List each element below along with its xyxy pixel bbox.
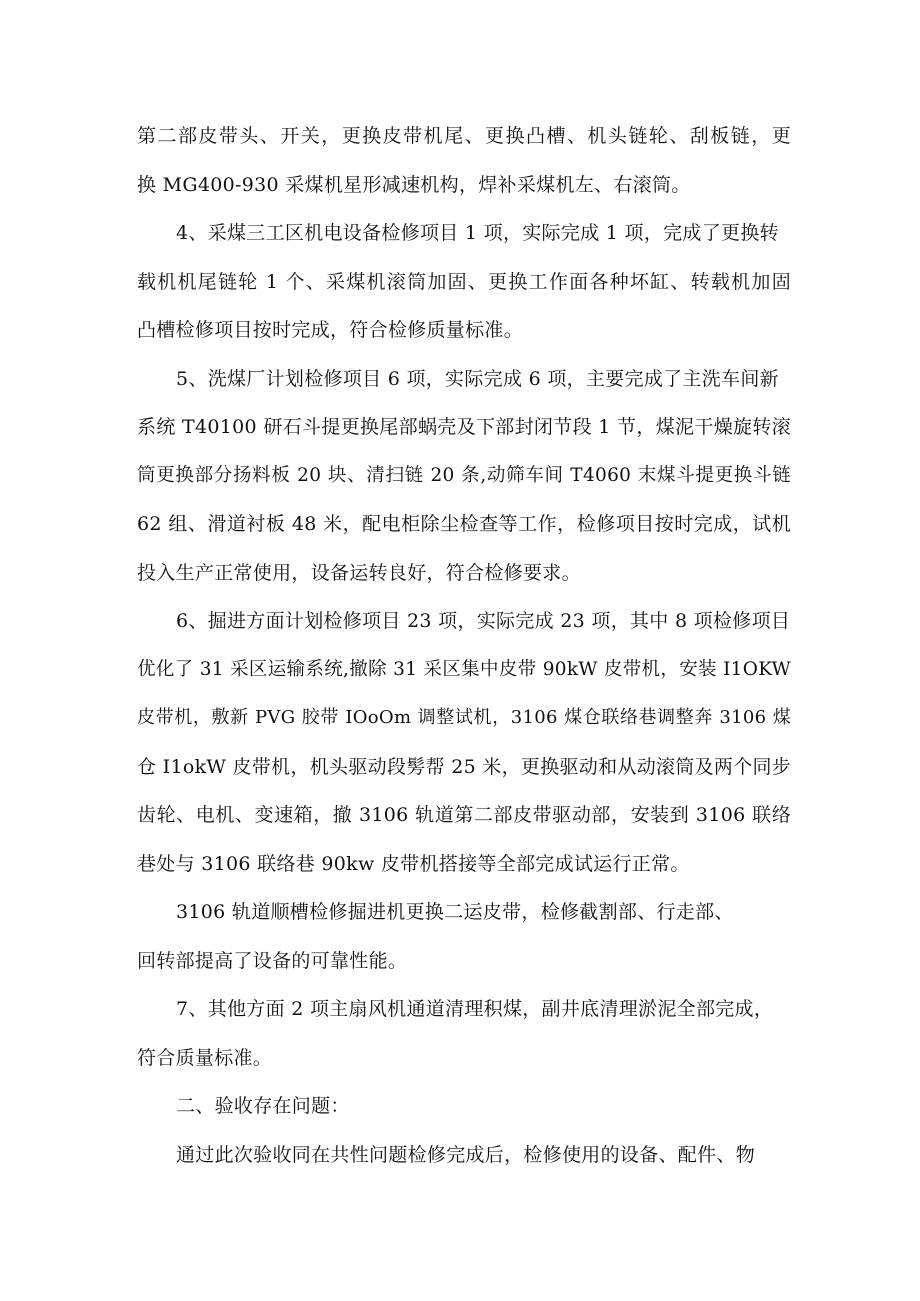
text-line: 优化了 31 采区运输系统,撤除 31 采区集中皮带 90kW 皮带机，安装 I1OKW <box>137 659 791 680</box>
text-line: 齿轮、电机、变速箱，撤 3106 轨道第二部皮带驱动部，安装到 3106 联络 <box>137 804 791 826</box>
text-line: 仓 I1okW 皮带机，机头驱动段髣帮 25 米，更换驱动和从动滚筒及两个同步 <box>137 756 792 778</box>
text-line: 载机机尾链轮 1 个、采煤机滚筒加固、更换工作面各种坏缸、转载机加固 <box>137 271 791 293</box>
section-heading: 二、验收存在问题： <box>176 1095 350 1117</box>
text-line: 皮带机，敷新 PVG 胶带 IOoOm 调整试机，3106 煤仓联络巷调整奔 3106 煤 <box>137 707 791 728</box>
text-line: 5、洗煤厂计划检修项目 6 项，实际完成 6 项，主要完成了主洗车间新 <box>176 368 779 390</box>
text-line: 巷处与 3106 联络巷 90kw 皮带机搭接等全部完成试运行正常。 <box>137 853 690 875</box>
text-line: 通过此次验收同在共性问题检修完成后，检修使用的设备、配件、物 <box>176 1144 756 1166</box>
text-line: 筒更换部分扬料板 20 块、清扫链 20 条,动筛车间 T4060 末煤斗提更换斗链 <box>137 465 791 486</box>
text-line: 凸槽检修项目按时完成，符合检修质量标准。 <box>137 319 524 341</box>
text-line: 系统 T40100 研石斗提更换尾部蜗壳及下部封闭节段 1 节，煤泥干燥旋转滚 <box>137 416 791 438</box>
text-line: 符合质量标准。 <box>137 1047 273 1069</box>
text-line: 回转部提高了设备的可靠性能。 <box>137 950 408 972</box>
text-line: 3106 轨道顺槽检修掘进机更换二运皮带，检修截割部、行走部、 <box>176 901 734 923</box>
text-line: 7、其他方面 2 项主扇风机通道清理积煤，副井底清理淤泥全部完成， <box>176 998 774 1020</box>
text-line: 62 组、滑道衬板 48 米，配电柜除尘检查等工作，检修项目按时完成，试机 <box>137 513 791 535</box>
text-line: 投入生产正常使用，设备运转良好，符合检修要求。 <box>137 562 581 584</box>
text-line: 4、采煤三工区机电设备检修项目 1 项，实际完成 1 项，完成了更换转 <box>176 222 779 244</box>
text-line: 换 MG400-930 采煤机星形减速机构，焊补采煤机左、右滚筒。 <box>137 174 691 196</box>
text-line: 第二部皮带头、开关，更换皮带机尾、更换凸槽、机头链轮、刮板链，更 <box>137 125 791 147</box>
text-line: 6、掘进方面计划检修项目 23 项，实际完成 23 项，其中 8 项检修项目 <box>176 610 791 632</box>
